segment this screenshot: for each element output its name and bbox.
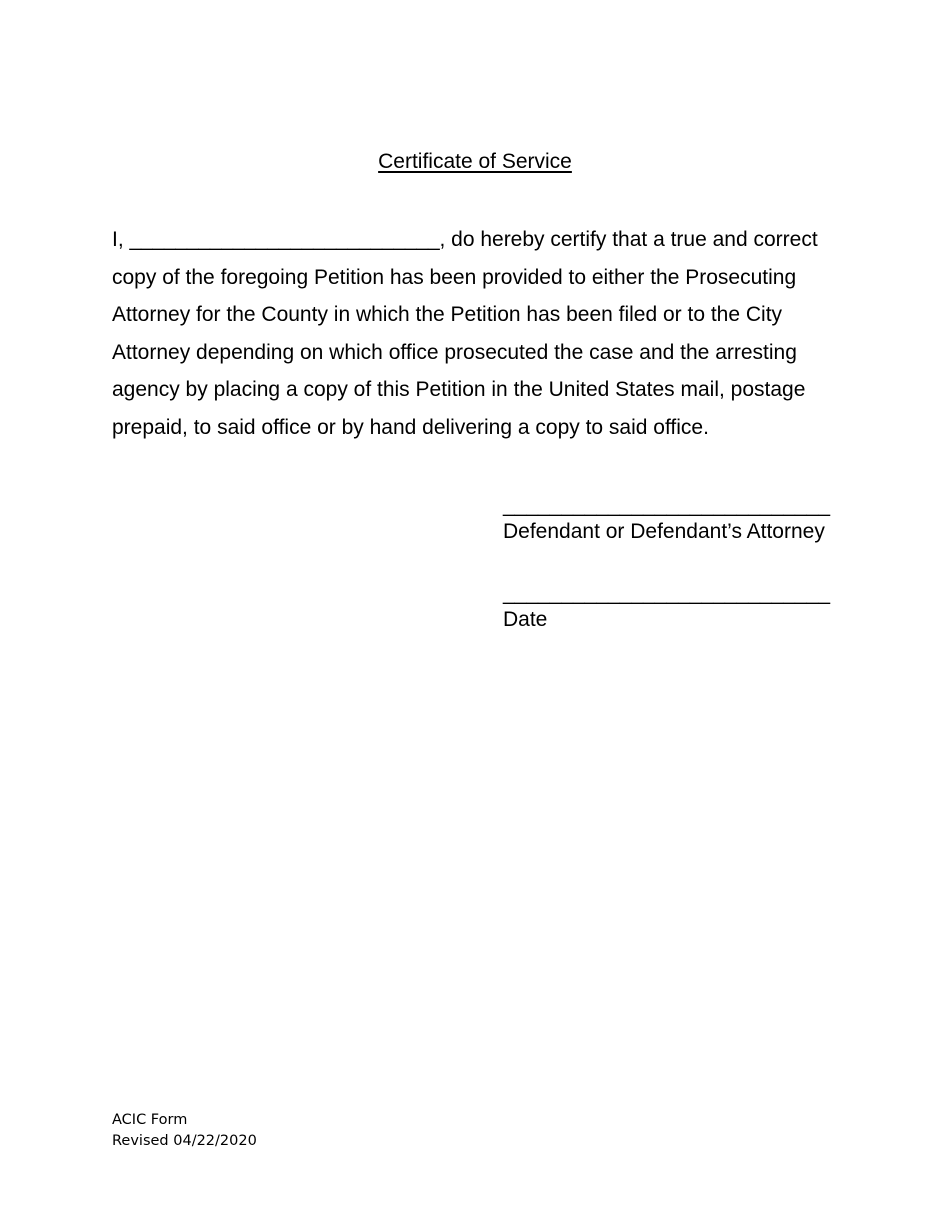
certification-paragraph [112,221,852,446]
date-label: Date [503,608,548,631]
document-title: Certificate of Service [378,150,572,173]
signature-block [503,493,863,545]
form-footer [112,1110,257,1152]
signature-line: ____________________________ [503,494,831,517]
signature-label: Defendant or Defendant’s Attorney [503,520,825,543]
certification-prefix: I, [112,228,130,251]
certification-text: , do hereby certify that a true and correct copy of the foregoing Petition has been provided to either the Prosecuting Attorney for the County in which the Petition has been filed or to the City Attorney depending on which office prosecuted the case and the arresting agency by placing a copy of this Petition in the United States mail, postage prepaid, to said office or by hand delivering a copy to said office. [112,228,818,439]
name-blank-line: ___________________________ [129,228,440,251]
date-line: ____________________________ [503,582,831,605]
footer-form-name: ACIC Form [112,1112,188,1128]
footer-revised-date: Revised 04/22/2020 [112,1133,257,1149]
date-block [503,581,863,633]
